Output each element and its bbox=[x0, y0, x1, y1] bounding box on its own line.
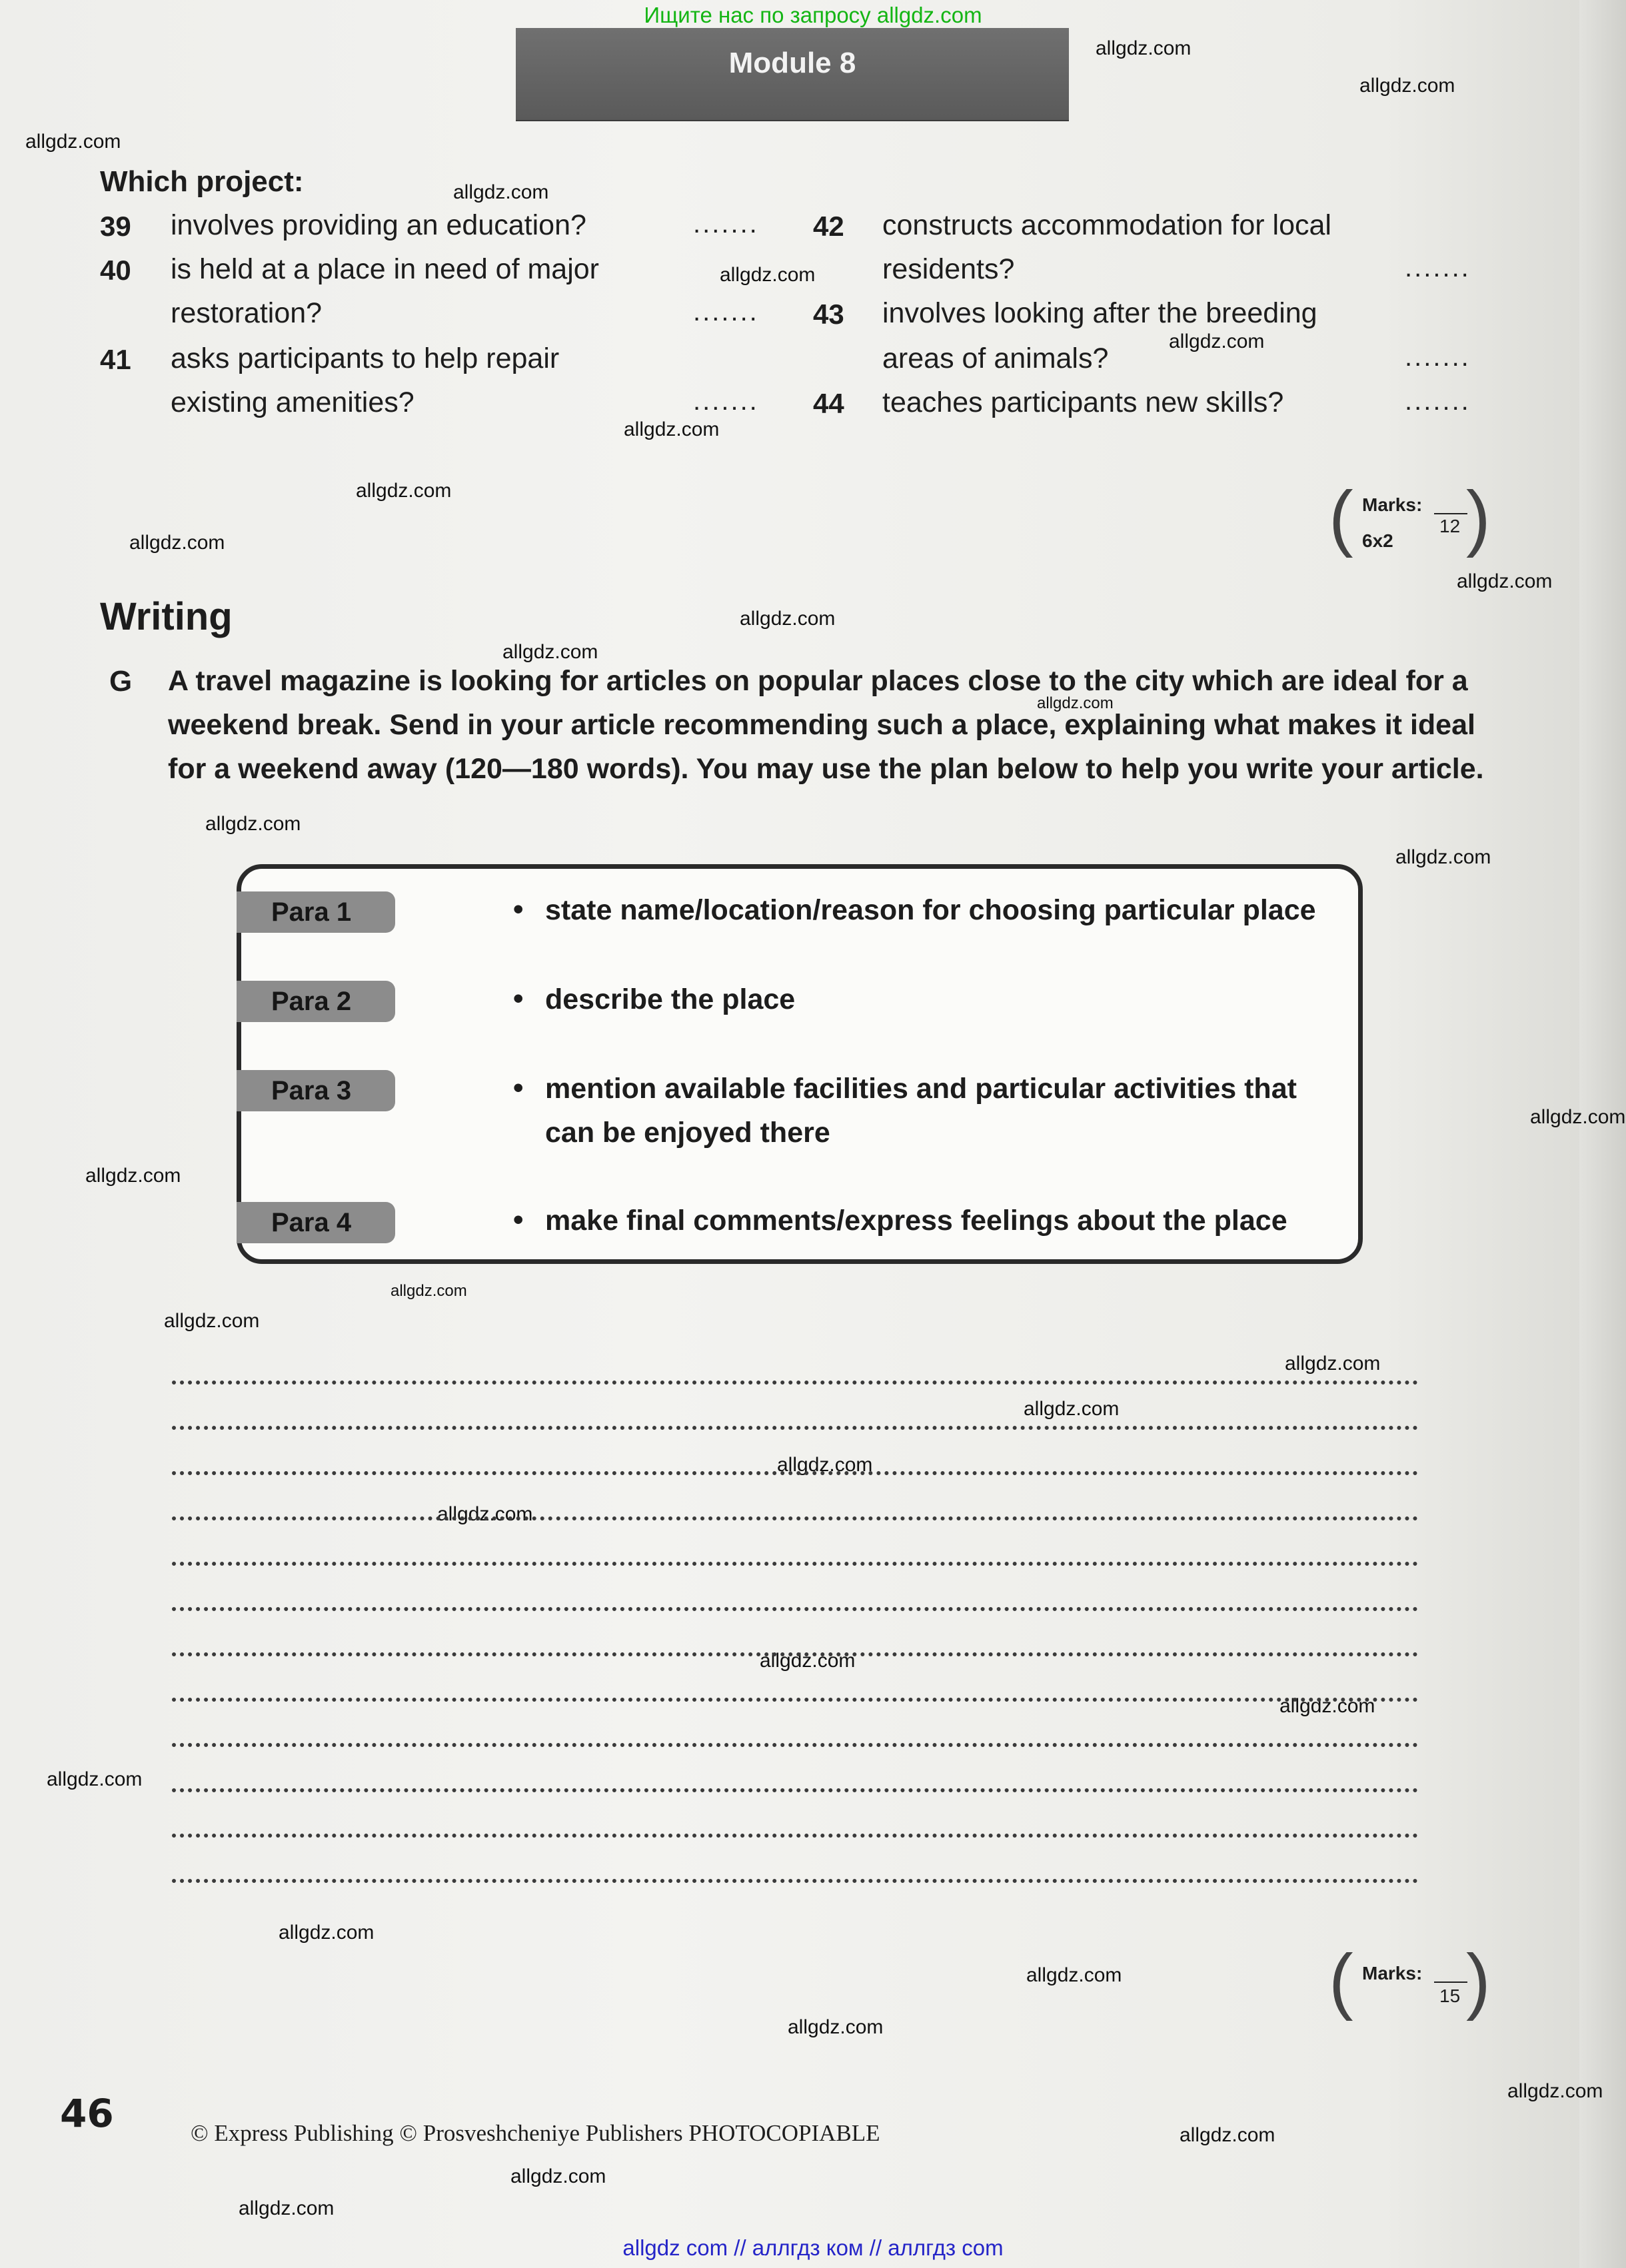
bullet-icon: • bbox=[513, 982, 524, 1015]
plan-box bbox=[237, 864, 1363, 1264]
watermark: allgdz.com bbox=[164, 1310, 260, 1332]
watermark: allgdz.com bbox=[777, 1454, 873, 1476]
question-text: constructs accommodation for local bbox=[882, 209, 1331, 241]
watermark: allgdz.com bbox=[1180, 2124, 1275, 2146]
paren-open: ( bbox=[1329, 1940, 1353, 2021]
watermark: allgdz.com bbox=[1169, 330, 1265, 352]
writing-line[interactable] bbox=[172, 1607, 1418, 1611]
watermark: allgdz.com bbox=[85, 1165, 181, 1187]
module-tab bbox=[516, 28, 1069, 120]
marks-box bbox=[1329, 1940, 1489, 2033]
watermark: allgdz.com bbox=[1037, 694, 1114, 712]
watermark: allgdz.com bbox=[1395, 846, 1491, 868]
marks-multiplier: 6x2 bbox=[1362, 530, 1393, 551]
writing-line[interactable] bbox=[172, 1426, 1418, 1430]
question-text: involves looking after the breeding bbox=[882, 297, 1317, 329]
question-number: 39 bbox=[100, 211, 131, 242]
question-text: involves providing an education? bbox=[171, 209, 586, 241]
paren-close: ) bbox=[1466, 476, 1491, 558]
answer-blank[interactable]: ....... bbox=[693, 209, 759, 239]
watermark: allgdz.com bbox=[391, 1282, 467, 1300]
marks-blank-line[interactable] bbox=[1434, 1982, 1467, 1983]
module-label: Module 8 bbox=[728, 47, 856, 79]
watermark: allgdz.com bbox=[624, 418, 720, 440]
watermark: allgdz.com bbox=[720, 264, 816, 286]
plan-para-tag: Para 3 bbox=[237, 1070, 395, 1111]
marks-total: 15 bbox=[1439, 1985, 1461, 2006]
watermark: allgdz.com bbox=[1530, 1106, 1626, 1128]
watermark: allgdz.com bbox=[502, 641, 598, 663]
writing-line[interactable] bbox=[172, 1516, 1418, 1520]
question-number: 44 bbox=[813, 388, 844, 419]
bottom-site-links[interactable]: allgdz com // аллгдз ком // аллгдз com bbox=[622, 2235, 1004, 2260]
watermark: allgdz.com bbox=[437, 1503, 533, 1525]
watermark: allgdz.com bbox=[1024, 1398, 1120, 1420]
writing-line[interactable] bbox=[172, 1381, 1418, 1385]
task-instruction-line: A travel magazine is looking for articles on popular places close to the city which are ideal for a bbox=[168, 665, 1468, 697]
writing-line[interactable] bbox=[172, 1788, 1418, 1792]
marks-box bbox=[1329, 476, 1489, 576]
answer-blank[interactable]: ....... bbox=[693, 386, 759, 416]
watermark: allgdz.com bbox=[205, 813, 301, 835]
marks-label: Marks: bbox=[1362, 494, 1423, 515]
watermark: allgdz.com bbox=[740, 608, 836, 630]
question-text: existing amenities? bbox=[171, 386, 414, 418]
writing-line[interactable] bbox=[172, 1652, 1418, 1656]
plan-para-tag: Para 1 bbox=[237, 891, 395, 933]
answer-blank[interactable]: ....... bbox=[1405, 253, 1471, 283]
question-number: 43 bbox=[813, 298, 844, 330]
writing-line[interactable] bbox=[172, 1743, 1418, 1747]
answer-blank[interactable]: ....... bbox=[1405, 386, 1471, 416]
question-text: teaches participants new skills? bbox=[882, 386, 1284, 418]
marks-label: Marks: bbox=[1362, 1963, 1423, 1984]
answer-blank[interactable]: ....... bbox=[693, 297, 759, 326]
plan-text: describe the place bbox=[545, 983, 796, 1015]
writing-line[interactable] bbox=[172, 1879, 1418, 1883]
writing-line[interactable] bbox=[172, 1834, 1418, 1838]
watermark: allgdz.com bbox=[239, 2197, 335, 2219]
plan-text: can be enjoyed there bbox=[545, 1117, 830, 1149]
plan-para-tag: Para 2 bbox=[237, 981, 395, 1022]
bullet-icon: • bbox=[513, 893, 524, 925]
watermark: allgdz.com bbox=[788, 2016, 884, 2038]
question-text: residents? bbox=[882, 253, 1015, 285]
marks-blank-line[interactable] bbox=[1434, 513, 1467, 514]
copyright-footer: © Express Publishing © Prosveshcheniye Publishers PHOTOCOPIABLE bbox=[191, 2120, 880, 2146]
page-right-edge bbox=[1579, 0, 1626, 2268]
plan-text: mention available facilities and particular activities that bbox=[545, 1073, 1297, 1105]
watermark: allgdz.com bbox=[1279, 1695, 1375, 1717]
answer-blank[interactable]: ....... bbox=[1405, 342, 1471, 372]
watermark: allgdz.com bbox=[1285, 1353, 1381, 1375]
paren-open: ( bbox=[1329, 476, 1353, 558]
watermark: allgdz.com bbox=[1359, 75, 1455, 97]
page-number: 46 bbox=[60, 2091, 114, 2136]
watermark: allgdz.com bbox=[279, 1922, 375, 1944]
plan-text: state name/location/reason for choosing particular place bbox=[545, 894, 1316, 926]
plan-text: make final comments/express feelings about the place bbox=[545, 1205, 1287, 1237]
writing-line[interactable] bbox=[172, 1698, 1418, 1702]
section-title: Writing bbox=[100, 595, 233, 638]
watermark: allgdz.com bbox=[510, 2165, 606, 2187]
watermark: allgdz.com bbox=[47, 1768, 143, 1790]
question-number: 40 bbox=[100, 255, 131, 286]
question-text: areas of animals? bbox=[882, 342, 1109, 374]
question-text: asks participants to help repair bbox=[171, 342, 560, 374]
writing-line[interactable] bbox=[172, 1562, 1418, 1566]
question-text: restoration? bbox=[171, 297, 323, 329]
plan-para-tag: Para 4 bbox=[237, 1202, 395, 1243]
watermark: allgdz.com bbox=[25, 131, 121, 153]
watermark: allgdz.com bbox=[1457, 570, 1553, 592]
paren-close: ) bbox=[1466, 1940, 1491, 2021]
watermark: allgdz.com bbox=[1507, 2080, 1603, 2102]
marks-total: 12 bbox=[1439, 516, 1461, 536]
watermark: allgdz.com bbox=[129, 532, 225, 554]
watermark: allgdz.com bbox=[453, 181, 549, 203]
watermark: allgdz.com bbox=[760, 1650, 856, 1672]
question-number: 41 bbox=[100, 344, 131, 375]
bullet-icon: • bbox=[513, 1071, 524, 1104]
question-number: 42 bbox=[813, 211, 844, 242]
task-letter: G bbox=[109, 665, 133, 698]
questions-heading: Which project: bbox=[100, 165, 304, 198]
top-search-banner[interactable]: Ищите нас по запросу allgdz.com bbox=[644, 3, 982, 27]
watermark: allgdz.com bbox=[356, 480, 452, 502]
question-text: is held at a place in need of major bbox=[171, 253, 600, 285]
watermark: allgdz.com bbox=[1096, 37, 1192, 59]
task-instruction-line: for a weekend away (120—180 words). You may use the plan below to help you write your article. bbox=[168, 753, 1484, 785]
task-instruction-line: weekend break. Send in your article recommending such a place, explaining what makes it ideal bbox=[168, 709, 1475, 741]
writing-line[interactable] bbox=[172, 1471, 1418, 1475]
watermark: allgdz.com bbox=[1026, 1964, 1122, 1986]
bullet-icon: • bbox=[513, 1203, 524, 1236]
